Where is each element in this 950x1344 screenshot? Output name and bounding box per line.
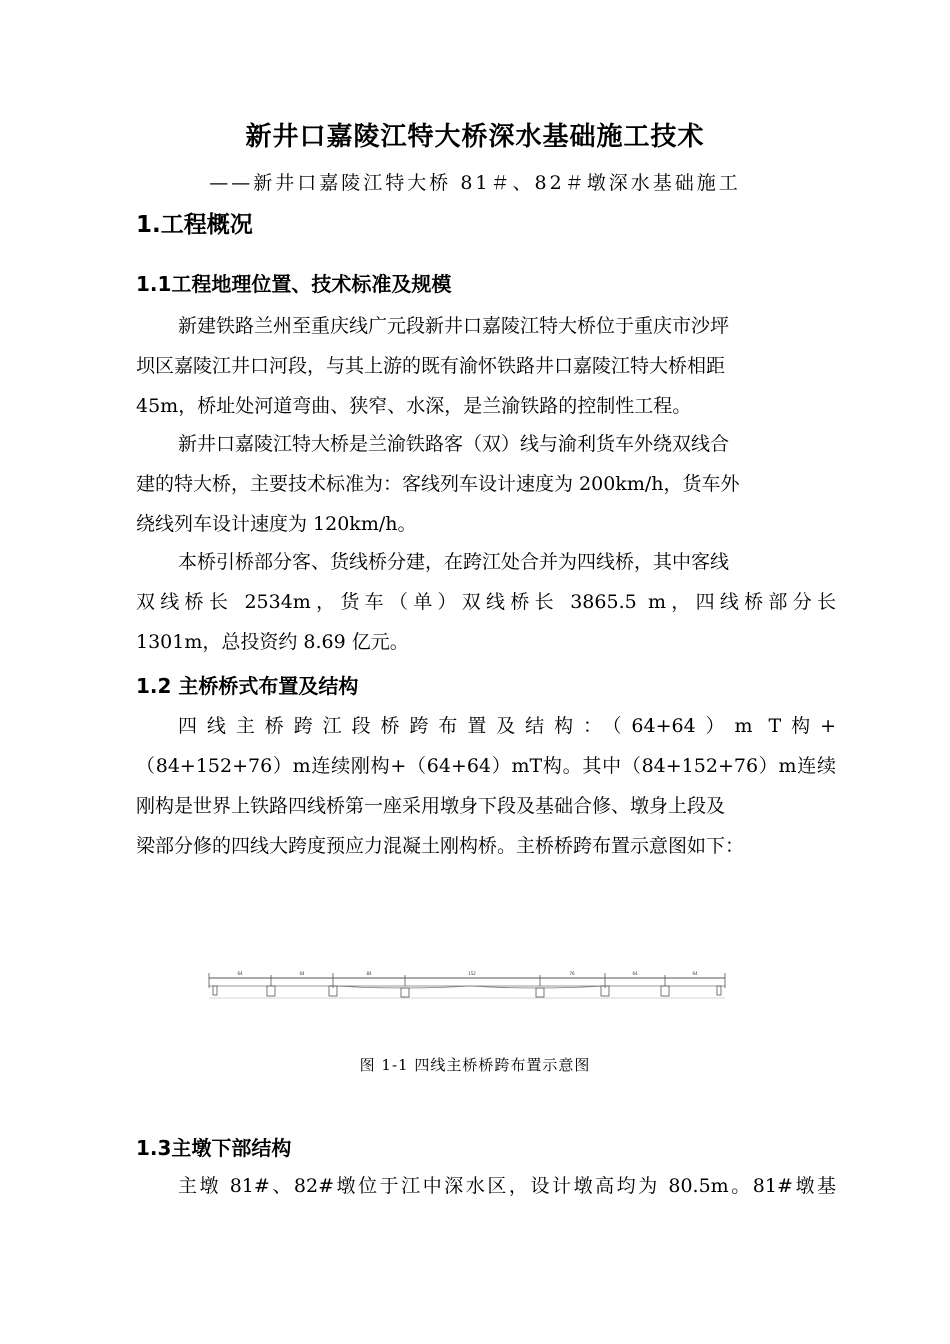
paragraph-standards bbox=[136, 424, 836, 544]
paragraph-line: 双线桥长 2534m，货车（单）双线桥长 3865.5 m，四线桥部分长 bbox=[136, 591, 836, 613]
span-label: 64 bbox=[299, 971, 305, 976]
paragraph-line: 四线主桥跨江段桥跨布置及结构：（64+64）m T构+ bbox=[178, 715, 836, 737]
paragraph-line: 梁部分修的四线大跨度预应力混凝土刚构桥。主桥桥跨布置示意图如下： bbox=[136, 835, 745, 857]
paragraph-line: 建的特大桥，主要技术标准为：客线列车设计速度为 200km/h，货车外 bbox=[136, 473, 740, 495]
span-label: 76 bbox=[569, 971, 575, 976]
span-label: 84 bbox=[366, 971, 372, 976]
section-1-1-heading: 1.1工程地理位置、技术标准及规模 bbox=[136, 272, 452, 296]
paragraph-line: 绕线列车设计速度为 120km/h。 bbox=[136, 513, 417, 535]
paragraph-line: 坝区嘉陵江井口河段，与其上游的既有渝怀铁路井口嘉陵江特大桥相距 bbox=[136, 355, 726, 377]
paragraph-main-piers bbox=[136, 1166, 836, 1206]
bridge-span-diagram bbox=[205, 966, 733, 1006]
section-1-2-heading: 1.2 主桥桥式布置及结构 bbox=[136, 674, 359, 698]
paragraph-line: 1301m，总投资约 8.69 亿元。 bbox=[136, 631, 409, 653]
paragraph-line: 45m，桥址处河道弯曲、狭窄、水深，是兰渝铁路的控制性工程。 bbox=[136, 395, 692, 417]
document-subtitle: ——新井口嘉陵江特大桥 81＃、82＃墩深水基础施工 bbox=[209, 172, 741, 194]
paragraph-line: 新井口嘉陵江特大桥是兰渝铁路客（双）线与渝利货车外绕双线合 bbox=[178, 433, 730, 455]
paragraph-bridge-layout bbox=[136, 706, 836, 866]
paragraph-line: 刚构是世界上铁路四线桥第一座采用墩身下段及基础合修、墩身上段及 bbox=[136, 795, 726, 817]
paragraph-line: 本桥引桥部分客、货线桥分建，在跨江处合并为四线桥，其中客线 bbox=[178, 551, 730, 573]
span-label: 64 bbox=[632, 971, 638, 976]
paragraph-line: 新建铁路兰州至重庆线广元段新井口嘉陵江特大桥位于重庆市沙坪 bbox=[178, 315, 730, 337]
section-1-heading: 1.工程概况 bbox=[136, 212, 253, 238]
span-label: 152 bbox=[468, 971, 476, 976]
paragraph-location bbox=[136, 306, 836, 426]
figure-caption: 图 1-1 四线主桥桥跨布置示意图 bbox=[359, 1056, 591, 1074]
document-title: 新井口嘉陵江特大桥深水基础施工技术 bbox=[245, 122, 705, 152]
paragraph-line: 主墩 81#、82#墩位于江中深水区，设计墩高均为 80.5m。81#墩基 bbox=[178, 1175, 836, 1197]
paragraph-scale bbox=[136, 542, 836, 662]
span-label: 64 bbox=[692, 971, 698, 976]
paragraph-line: （84+152+76）m连续刚构+（64+64）mT构。其中（84+152+76）m连续 bbox=[136, 755, 836, 777]
span-label: 64 bbox=[237, 971, 243, 976]
section-1-3-heading: 1.3主墩下部结构 bbox=[136, 1136, 292, 1160]
